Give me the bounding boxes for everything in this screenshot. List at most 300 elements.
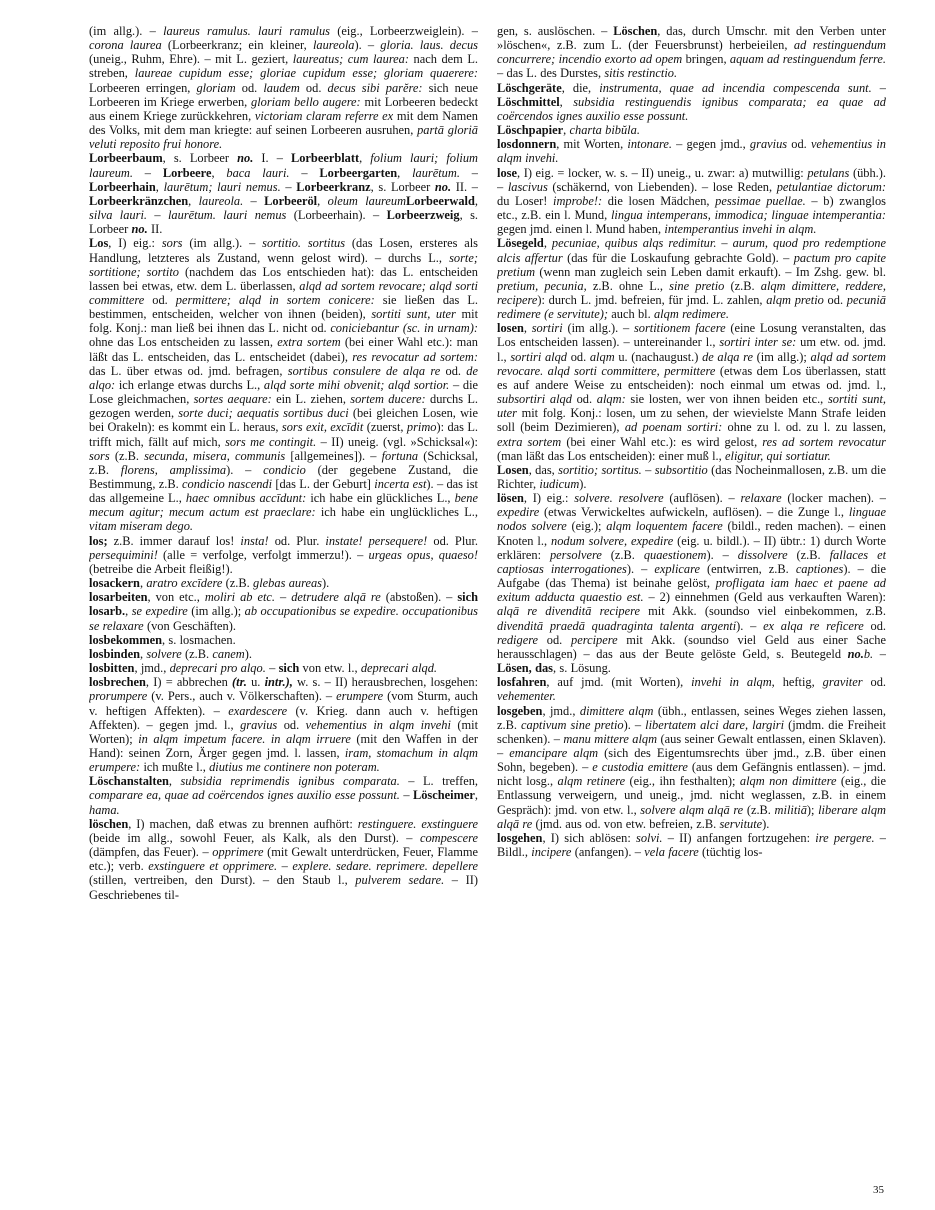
text-run: (uneig., Ruhm, Ehre). – mit L. geziert, [89,52,293,67]
text-run: sors [89,448,110,463]
text-run: (nachdem das Los entschieden hat): das L. entscheiden lassen bei etwas, etw. dem L. überlassen, [89,264,478,293]
text-run: solvere alqm alqā re [640,802,744,817]
text-run: vehementius in alqm invehi [305,717,451,732]
text-run: , I) eig.: [108,236,162,251]
text-run: ): durch L. jmd. befreien, für jmd. L. zahlen, [537,292,767,307]
dictionary-entry [89,151,478,236]
text-run: mit folg. Konj.: losen, um zu sehen, der wievielste Mann Strafe leiden soll (beim Dezimieren), [497,406,886,435]
text-run: restinguere. exstinguere [357,816,478,831]
text-run: (z.B. [743,802,775,817]
text-run: vela facere [644,845,699,860]
dictionary-entry [497,491,886,675]
text-run: lösen [497,491,524,506]
text-run: Lorbeeren erringen, [89,80,197,95]
text-run: instrumenta, quae ad incendia compescenda sunt. [599,80,872,95]
dictionary-entry [497,137,886,165]
text-run: od. [299,80,328,95]
text-run: Lorbeere [162,165,212,180]
text-run: sitis restinctio. [604,66,678,81]
text-run: z.B. immer darauf los! [107,533,241,548]
text-run: – II) anfangen fortzugehen: [662,830,816,845]
text-run: (mit Gewalt unterdrücken, Feuer, Flamme etc.); verb. [89,845,478,874]
text-run: od. [144,292,176,307]
text-run: alqm non dimittere [739,774,837,789]
text-run: löschen [89,816,129,831]
text-run: (im allg.). – [562,321,634,336]
text-run: sich neue Lorbeeren im Kriege erwerben, [89,80,478,109]
text-run: mit Akk. (soundso viel einbekommen, z.B. [639,604,886,619]
text-run: losackern [89,576,140,591]
text-run: , [317,193,328,208]
text-run: ich erlange etwas durchs L., [115,377,264,392]
text-run: persequimini! [89,547,158,562]
text-run: – [243,193,265,208]
text-run: hama. [89,802,120,817]
text-run: heftig, [774,675,823,690]
text-run: bene mecum agitur; mecum actum est praeclare: [89,491,478,520]
text-run: Lorbeerblatt [290,151,360,166]
dictionary-entry [497,24,886,81]
text-run: ). – [354,38,381,53]
text-run: Lorbeerkränzchen [89,193,189,208]
text-run: (aus dem Gefängnis entlassen). – jmd. nicht losg., [497,760,886,789]
text-run: e custodia emittere [592,760,688,775]
text-run: Lorbeerwald [406,193,475,208]
text-run: ). [321,576,330,591]
text-run: (z.B. [787,547,830,562]
text-run: sortes aequare: [193,392,272,407]
text-run: – gegen jmd., [672,137,750,152]
text-run: , die, [561,80,600,95]
text-run: Löschmittel [497,94,560,109]
text-run: (v. Pers., auch v. Völkerschaften). – [147,689,337,704]
text-run: ad poenam sortiri: [624,420,723,435]
text-run: subsidia reprimendis ignibus comparata. [180,774,400,789]
text-run: captiones [795,561,844,576]
text-run: gloriam [196,80,236,95]
text-run: (mit Worten); [89,717,478,746]
text-run: solvere. resolvere [574,491,664,506]
text-run: laurētum. lauri nemus [167,208,287,223]
text-run: sie ließen das L. bestimmen, entscheiden, welcher von ihnen (beiden), [89,292,478,322]
text-run: um etw. od. jmd. l., [497,335,886,364]
text-run: – [275,590,292,605]
text-run: od. [863,618,886,633]
text-run: losbrechen [89,675,146,690]
text-run: ). [762,816,770,831]
text-run: extra sortem [497,434,562,449]
text-run: – [716,236,733,251]
text-run: (betreibe die Arbeit fleißig!). [89,561,233,576]
text-run: – das L. des Durstes, [497,66,605,81]
text-run: haec omnibus accīdunt: [185,491,307,506]
text-run: pecuniā redimere (e servitute); [497,292,886,322]
text-run: exardescere [228,703,288,718]
text-run: (bei gleichen Losen, wie bei Orakeln): es kommt ein L. heraus, [89,406,478,435]
text-run: secunda, misera, communis [144,448,286,463]
text-run: laurētum. [412,165,460,180]
text-run: Lösen, das [497,661,553,676]
text-run: lascivus [507,179,548,194]
text-run: gloriam bello augere: [251,94,361,109]
text-run: sortibus consulere de alqa re [287,363,441,378]
text-run: (dämpfen, das Feuer). – [89,845,213,860]
text-run: condicio nascendi [182,477,273,491]
text-run: dissolvere [737,547,788,562]
text-run: od. Plur. [427,533,478,548]
text-run: erumpere [336,689,384,704]
text-run: (im allg.). – [182,236,263,251]
text-run: alqā re divenditā recipere [497,604,640,619]
text-run: baca lauri. [226,165,290,180]
text-run: durchs L. gezogen werden, [89,392,478,421]
text-run: deprecari pro alqo. [169,661,266,676]
dictionary-entry [497,463,886,491]
text-run: de alqa re [702,349,753,364]
text-run: persolvere [549,547,602,562]
text-run: gravius [240,717,278,732]
text-run: – [399,788,413,803]
text-run: , [559,94,574,109]
text-run: nodum solvere, expedire [551,533,674,548]
text-run: , [139,576,147,591]
text-run: losbekommen [89,632,162,647]
text-run: , [474,193,478,208]
text-run: pactum pro capite pretium [497,250,886,279]
text-run: – die Lose gleichmachen, [89,377,478,407]
text-run: od. [440,363,467,378]
text-run: decus sibi parĕre: [327,80,423,95]
text-run: laureae cupidum esse; gloriae cupidum esse; gloriam quaerere: [134,66,478,81]
text-run: (im allg.). – [89,24,164,38]
text-run: Lorbeergarten [319,165,398,180]
text-run: solvere [146,646,182,661]
text-run: compescere [419,830,478,845]
text-run: , [397,165,413,180]
text-run: (aus seiner Gewalt entlassen, einen Sklaven). – [497,731,886,760]
text-run: (bei einer Wahl etc.): es wird gelost, [561,434,763,449]
text-run: , s. Lorbeer [162,151,238,166]
text-run: profligata iam haec et paene ad exitum adducta quaestio est. [497,576,886,605]
text-run: , I) eig. = locker, w. s. – II) uneig., u. zwar: a) mutwillig: [516,165,808,180]
text-run: Lorbeerhain [89,179,156,194]
text-run: primo [406,420,437,435]
text-run: – II) uneig. (vgl. »Schicksal«): [316,434,478,449]
text-run: improbe!: [553,193,603,208]
text-run: , [543,236,552,251]
text-run: redigere [497,632,539,647]
text-run: – [277,859,293,874]
dictionary-entry [497,704,886,831]
text-run: laureatus; cum laurea: [292,52,410,67]
text-run: Löschpapier [497,123,564,138]
text-run: gegen jmd. einen l. Mund haben, [497,222,665,237]
text-run: [das L. der Geburt] [272,477,375,491]
text-run: (eig., Lorbeerzweiglein). – [329,24,478,38]
text-run: sortem ducere: [350,392,426,407]
text-columns [89,24,886,1176]
text-run: ein L. ziehen, [271,392,351,407]
text-run: corona laurea [89,38,162,53]
text-run: nach dem L. streben, [89,52,478,81]
text-run: no. [131,222,148,237]
text-run: (jmd. aus od. von etw. befreien, z.B. [532,816,720,831]
text-run: de alqo: [89,363,478,392]
text-run: b. [863,646,874,661]
dictionary-entry [89,534,478,576]
text-run: alqm [589,349,615,364]
text-run: dimittere alqm [579,703,654,718]
text-run: sors me contingit. [225,434,317,449]
text-run: (z.B. [724,278,761,293]
text-run: vitam miseram dego. [89,519,193,534]
text-run: losgeben [497,703,543,718]
text-run: sine pretio [669,278,725,293]
text-run: aquam ad restinguendum ferre. [729,52,886,67]
text-run: ire pergere. [815,830,875,845]
text-run: deprecari alqd. [360,661,437,676]
text-run: , I) sich ablösen: [542,830,636,845]
text-run: , [211,165,227,180]
text-run: Lösegeld [497,236,544,251]
text-run: (eig., die Entlassung verweigern, und uneig., jmd. nicht weglassen, z.B. in einem Gespräch): jmd. von etw. l., [497,774,886,817]
text-run: (im allg.); [187,604,245,619]
text-run: mit Akk. (soundso viel Geld aus einer Sache herausschlagen) – das aus der Beute gelöste Geld, s. Beutegeld [497,632,886,661]
text-run: linguae nodos solvere [497,505,886,534]
text-run: Lorbeeröl [264,193,318,208]
text-run: fallaces et captiosas interrogationes [497,547,886,576]
text-run: laureola. [198,193,244,208]
text-run: condicio [263,462,306,477]
column-right [497,24,886,1176]
text-run: prorumpere [89,689,148,704]
text-run: laureola [312,38,355,53]
text-run: – [459,165,478,180]
text-run: quaestionem [643,547,707,562]
text-run: ad restinguendum concurrere; incendio exorto ad opem [497,38,886,67]
text-run: alqd sorte mihi obvenit; alqd sortior. [263,377,450,392]
text-run: sorte; sortitione; sortito [89,250,478,279]
text-run: Lorbeerzweig [386,208,460,223]
text-run: od. [277,717,306,732]
dictionary-entry [497,166,886,237]
text-run: manu mittere alqm [563,731,658,746]
text-run: relaxare [740,491,782,506]
text-run: – [265,661,279,676]
text-run: mit Lorbeeren bedeckt aus einem Kriege zurückkehren, [89,94,478,123]
text-run: permittere; alqd in sortem conicere: [175,292,375,307]
text-run: ex alqa re reficere [763,618,864,633]
text-run: losgehen [497,830,543,845]
text-run: gen, s. auslöschen. – [497,24,614,38]
text-run: detrudere alqā re [291,590,381,605]
dictionary-entry [497,675,886,703]
text-run: ohne das Los entscheiden zu lassen, [89,335,278,350]
text-run: die losen Mädchen, [602,193,716,208]
text-run: pretium, pecunia, [497,278,587,293]
dictionary-entry [89,633,478,647]
dictionary-entry [89,590,478,632]
text-run: z.B. ohne L., [586,278,670,293]
text-run: I. – [253,151,291,166]
text-run: (sich des Eigentumsrechts über jmd., z.B. über einen Sohn, begeben). – [497,745,886,775]
text-run: [allgemeines]). – [285,448,382,463]
dictionary-entry [497,831,886,859]
text-run: laudem [263,80,300,95]
text-run: fortuna [381,448,419,463]
text-run: auch bl. [607,307,654,322]
text-run: servitute [719,816,763,831]
text-run: losbitten [89,661,135,676]
text-run: ). – [626,561,655,576]
text-run: silva lauri. [89,208,147,223]
text-run: opprimere [212,845,264,860]
text-run: alqm dimittere, reddere, recipere [497,278,886,307]
text-run: w. s. – II) herausbrechen, losgehen: [292,675,478,690]
text-run: ). – [706,547,738,562]
text-run: Löschanstalten [89,774,169,789]
text-run: (übh., entlassen, seines Weges ziehen lassen, z.B. [497,703,886,732]
text-run: pessimae puellae. [715,193,806,208]
text-run: moliri ab etc. [204,590,276,605]
text-run: (z.B. [109,448,145,463]
text-run: (Lorbeerkranz; ein kleiner, [161,38,313,53]
text-run: , [139,646,147,661]
text-run: Lorbeerkranz [296,179,371,194]
text-run: iudicum [539,477,580,491]
text-run: (abstoßen). – [380,590,458,605]
text-run: – II) Geschriebenes til- [89,873,478,902]
text-run: intonare. [627,137,673,152]
text-run: (mit den Waffen in der Hand): seinen Zorn, Ärger gegen jmd. l. lassen, [89,731,478,760]
text-run: diutius me continere non poteram. [209,760,380,775]
text-run: ich mußte l., [140,760,210,775]
text-run: (stillen, vertreiben, den Durst). – den Staub l., [89,873,356,888]
text-run: (auflösen). – [663,491,741,506]
text-run: Löschen [613,24,658,38]
text-run: aratro excīdere [146,576,223,591]
text-run: sors [161,236,183,251]
text-run: alqm pretio [766,292,824,307]
text-run: (übh.). – [497,165,886,194]
text-run: (tr. [232,675,247,690]
text-run: se expedire [131,604,188,619]
text-run: no. [434,179,452,194]
text-run: , I) eig.: [523,491,575,506]
text-run: militiā [774,802,807,817]
text-run: , [563,123,570,138]
text-run: , I) = abbrechen [145,675,233,690]
text-run: , s. Lorbeer [89,208,478,237]
text-run: comparare ea, quae ad coërcendos ignes auxilio esse possunt. [89,788,400,803]
text-run: (eig., ihn festhalten); [625,774,740,789]
text-run: insta! [240,533,269,548]
text-run: od. [567,349,590,364]
text-run: gravius [749,137,788,152]
text-run: (Schicksal, z.B. [89,448,478,477]
text-run: (alle = verfolge, verfolgt immerzu!). – [157,547,369,562]
text-run: captivum sine pretio [521,717,624,732]
page-number: 35 [873,1184,884,1196]
text-run: sortitio. sortitus [262,236,346,251]
text-run: ): das L. trifft mich, fällt auf mich, [89,420,478,449]
text-run: (das Losen, ersteres als Handlung, letzteres als Zustand, wenn gelost wird). – durchs L., [89,236,478,265]
text-run: intemperantius invehi in alqm. [664,222,817,237]
text-run: , [155,179,164,194]
text-run: , das, durch Umschr. mit den Verben unter »löschen«, z.B. zum L. (der Feuersbrunst) herbeieilen, [497,24,886,53]
text-run: ich habe ein glückliches L., [306,491,455,506]
text-run: II. – [451,179,478,194]
text-run: sors exit, excīdit [281,420,364,435]
text-run: petulantiae dictorum: [776,179,886,194]
text-run: – [289,165,320,180]
text-run: , jmd., [542,703,580,718]
text-run: od. [235,80,264,95]
text-run: laureus ramulus. lauri ramulus [163,24,330,38]
text-run: u. (nachaugust.) [614,349,703,364]
text-run: sortitionem facere [633,321,726,336]
text-run: – Bildl., [497,830,886,860]
text-run: (das Nocheinmallosen, z.B. um die Richter, [497,462,886,491]
text-run: iram, stomachum in alqm erumpere: [89,745,478,775]
dictionary-entry [89,24,478,151]
text-run: od. Plur. [268,533,326,548]
text-run: , s. Lorbeer [370,179,435,194]
text-run: ). [579,477,587,491]
text-run: exstinguere et opprimere. [148,859,278,874]
text-run: , s. losmachen. [161,632,236,647]
text-run: intr.), [264,675,293,690]
text-run: res ad sortem revocatur [762,434,886,449]
text-run: ). [244,646,252,661]
text-run: solvi. [636,830,663,845]
text-run: – [132,165,163,180]
text-run: ich habe ein unglückliches L., [315,505,478,520]
dictionary-entry [89,647,478,661]
text-run: (eig. u. bildl.). – II) übtr.: 1) durch Worte erklären: [497,533,886,562]
text-run: sich losarb. [89,590,478,619]
text-run: no. [847,646,864,661]
text-run: , das, [528,462,559,477]
text-run: charta bibŭla. [569,123,640,138]
text-run: Löschgeräte [497,80,562,95]
text-run: sorte duci; aequatis sortibus duci [178,406,349,421]
text-run: – [871,80,886,95]
text-run: instate! persequere! [325,533,428,548]
text-run: , mit Worten, [556,137,628,152]
text-run: alqm retinere [557,774,626,789]
text-run: oleum laureum [327,193,407,208]
text-run: losarbeiten [89,590,148,605]
text-run: (z.B. [181,646,213,661]
dictionary-entry [497,81,886,123]
text-run: vehementer. [497,689,556,704]
text-run: extra sortem [277,335,341,350]
text-run: mit dem Namen des Volks, mit dem man kriegte: auf seinen Lorbeeren ausruhen, [89,108,478,138]
text-run: (eig.); [566,519,607,534]
text-run: losdonnern [497,137,557,152]
text-run: alqd ad sortem revocare. alqd sorti committere, permittere [497,349,886,378]
text-run: sortiri alqd [510,349,568,364]
text-run: (vom Sturm, auch v. heftigen Affekten). – [89,689,478,718]
text-run: ). – [623,717,646,732]
text-run: , s. Lösung. [552,661,611,676]
text-run: (beide im allg., sowohl Feuer, als Kalk, als den Durst). – [89,830,420,845]
text-run: – [280,179,297,194]
text-run: od. [538,632,572,647]
text-run: od. [787,137,811,152]
text-run: sortiri inter se: [719,335,797,350]
